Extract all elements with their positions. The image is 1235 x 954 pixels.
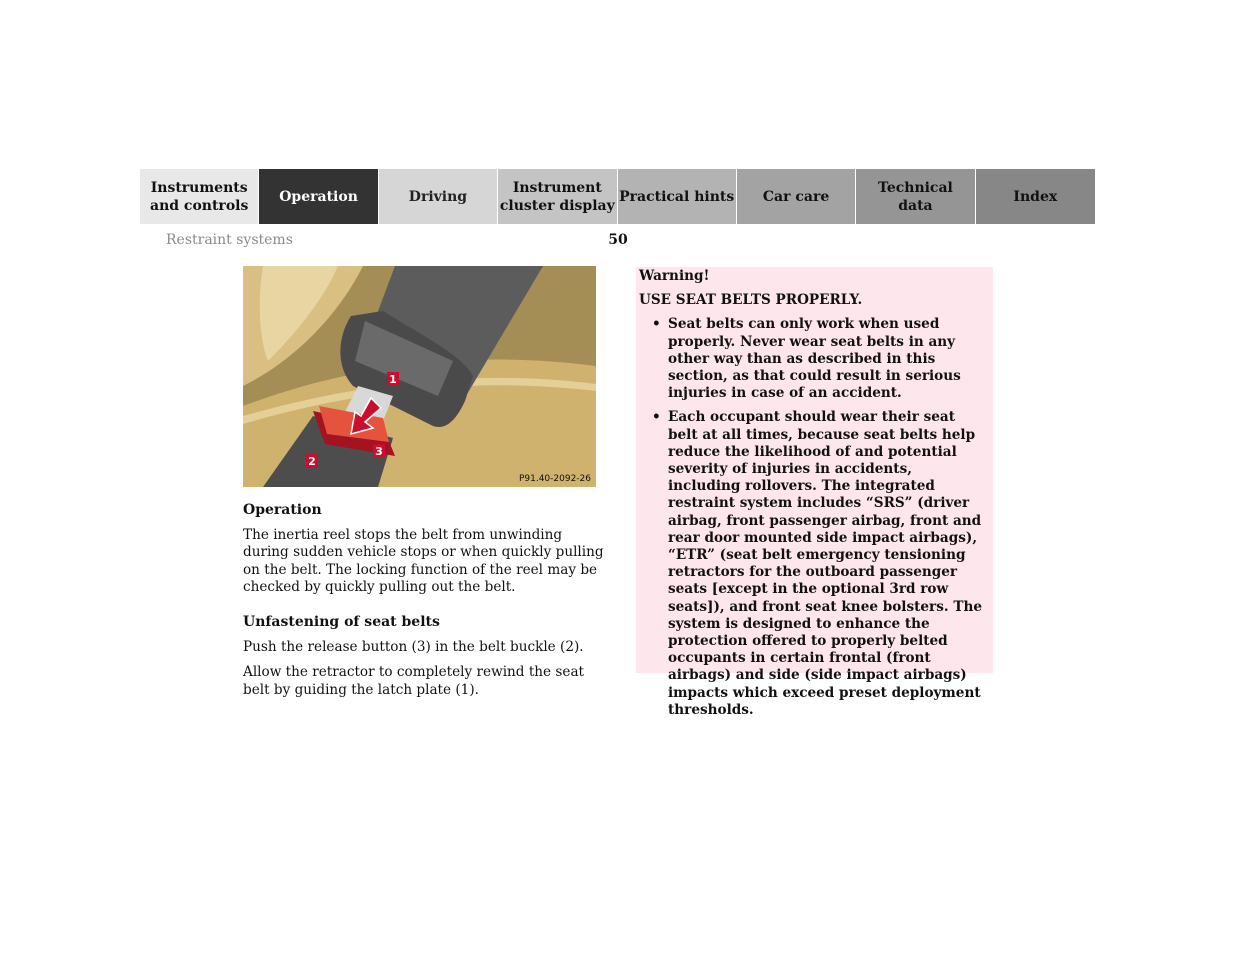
heading-unfastening: Unfastening of seat belts [243,614,440,631]
tab-technical-data[interactable] [856,169,975,224]
section-title: Restraint systems [166,232,293,248]
bullet-icon: • [652,316,661,333]
tab-car-care[interactable] [737,169,856,224]
tab-label: Car care [762,188,830,205]
tab-driving[interactable] [379,169,498,224]
paragraph-release-button: Push the release button (3) in the belt buckle (2). [243,639,584,656]
figure-code: P91.40-2092-26 [518,474,591,484]
callout-1: 1 [389,373,397,386]
callout-3: 3 [375,445,383,458]
warning-bullet-text: Each occupant should wear their seat belt at all times, because seat belts help reduce the likelihood of and potential severity of injuries in accidents, including rollovers. The integrated restraint system includes “SRS” (driver airbag, front passenger airbag, front and rear door mounted side impact airbags), “ETR” (seat belt emergency tensioning retractors for the outboard passenger seats [except in the optional 3rd row seats]), and front seat knee bolsters. The system is designed to enhance the protection offered to properly belted occupants in certain frontal (front airbags) and side (side impact airbags) impacts which exceed preset deployment thresholds. [668,409,982,718]
seat-belt-illustration [243,266,596,487]
warning-box [636,267,993,718]
bullet-icon: • [652,409,661,426]
warning-list [639,316,987,719]
page-number: 50 [608,232,628,248]
seat-belt-drawing [243,266,596,487]
paragraph-inertia-reel: The inertia reel stops the belt from unwinding during sudden vehicle stops or when quickly pulling on the belt. The locking function of the reel may be checked by quickly pulling out the belt. [243,527,604,595]
tab-label: Instrument cluster display [499,179,615,214]
tab-instrument-cluster-display[interactable] [498,169,617,224]
chapter-tab-bar [140,169,1095,224]
left-column [243,502,605,707]
paragraph-retractor: Allow the retractor to completely rewind the seat belt by guiding the latch plate (1). [243,664,585,698]
list-item [639,316,987,402]
warning-headline: USE SEAT BELTS PROPERLY. [639,292,863,309]
list-item [639,409,987,719]
tab-label: Driving [408,188,468,205]
warning-title: Warning! [639,268,710,284]
tab-index[interactable] [976,169,1095,224]
tab-operation[interactable] [259,169,378,224]
tab-label: Instruments and controls [150,179,249,214]
tab-practical-hints[interactable] [618,169,737,224]
tab-label: Practical hints [619,188,735,205]
heading-operation: Operation [243,502,322,518]
tab-label: Operation [279,188,358,205]
tab-instruments-and-controls[interactable] [140,169,259,224]
tab-label: Technical data [878,179,953,214]
warning-bullet-text: Seat belts can only work when used properly. Never wear seat belts in any other way than as described in this section, as that could result in serious injuries in case of an accident. [668,316,961,402]
callout-2: 2 [308,455,316,468]
tab-label: Index [1013,188,1058,205]
